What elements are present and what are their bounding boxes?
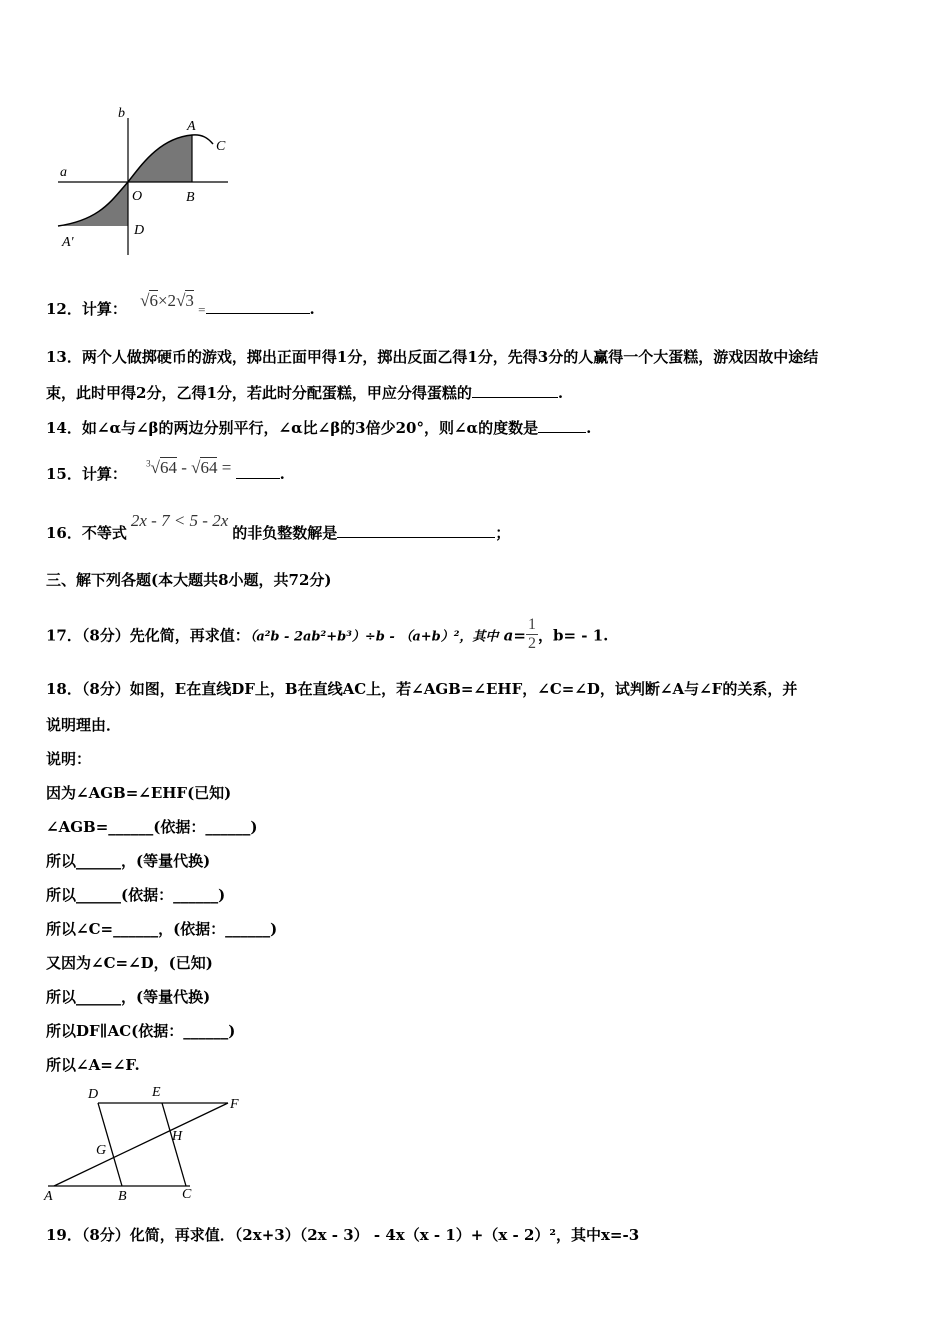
question-17: 17．（8分）先化简，再求值：（a²b - 2ab²+b³）÷b - （a+b）²，其中 a= $\frac{1}{2}$ ，b= - 1. [46,616,609,652]
label-G: G [96,1143,107,1158]
label-A-prime: A' [62,235,74,250]
q13-answer-blank[interactable] [472,383,558,398]
question-19: 19．（8分）化简，再求值．（2x+3）（2x - 3） - 4x（x - 1）+（x - 2）²，其中x=-3 [46,1226,640,1244]
label-D: D [88,1087,99,1102]
label-A: A [44,1189,53,1202]
label-B: B [118,1189,127,1202]
label-E: E [152,1085,161,1100]
q16-answer-blank[interactable] [337,523,495,538]
label-a: a [60,165,67,180]
label-O: O [132,189,143,204]
q18-proof-line-3: 所以______，(等量代换) [46,852,211,870]
q16-inequality: 2x - 7 < 5 - 2x [130,511,229,530]
q15-answer-blank[interactable] [236,464,280,479]
label-B: B [186,190,195,205]
q18-proof-line-9: 所以∠A=∠F. [46,1056,140,1074]
shaded-region-left [58,182,128,226]
q18-proof-line-5: 所以∠C=______，(依据：______) [46,920,278,938]
label-b: b [118,106,125,121]
figure-curve-diagram [50,100,240,260]
q12-expression: √6×2√3 [140,291,194,310]
question-15: 15．计算： $^3$√64 - √64 = . [46,458,285,483]
figure-parallel-lines-diagram [40,1082,260,1202]
question-18-line-2: 说明理由． [46,716,122,734]
q18-proof-line-4: 所以______(依据：______) [46,886,226,904]
q18-proof-line-0: 说明： [46,750,92,768]
q18-proof-line-1: 因为∠AGB=∠EHF(已知) [46,784,232,802]
label-A: A [187,119,196,134]
q18-proof-line-2: ∠AGB=______(依据：______) [46,818,258,836]
sqrt-6: √6 [140,291,158,310]
shaded-region-right [128,135,192,182]
label-C: C [182,1187,192,1202]
label-H: H [172,1129,183,1144]
segment-EC [162,1103,186,1186]
question-18-line-1: 18．（8分）如图，E在直线DF上，B在直线AC上，若∠AGB=∠EHF，∠C=∠D，试判断∠A与∠F的关系，并 [46,680,798,698]
q14-answer-blank[interactable] [538,418,586,433]
q15-expression: $^3$√64 - √64 = [146,458,232,477]
question-13-line-2: 束，此时甲得2分，乙得1分，若此时分配蛋糕，甲应分得蛋糕的 . [46,384,564,402]
q12-answer-blank[interactable] [206,299,310,314]
sqrt-3: √3 [176,291,194,310]
q17-fraction: $\frac{1}{2}$ [527,616,536,652]
question-16: 16．不等式2x - 7 < 5 - 2x的非负整数解是 ； [46,511,511,542]
q12-text: 计算： [81,300,127,318]
section-3-title: 三、解下列各题(本大题共8小题，共72分) [46,571,332,589]
q18-proof-line-6: 又因为∠C=∠D，(已知) [46,954,213,972]
label-F: F [230,1097,239,1112]
q18-proof-line-7: 所以______，(等量代换) [46,988,211,1006]
label-C: C [216,139,226,154]
question-13-line-1: 13．两个人做掷硬币的游戏，掷出正面甲得1分，掷出反面乙得1分，先得3分的人赢得一个大蛋糕，游戏因故中途结 [46,348,819,366]
q12-number: 12． [46,300,82,318]
question-14: 14．如∠α与∠β的两边分别平行，∠α比∠β的3倍少20°，则∠α的度数是 . [46,419,592,437]
q18-proof-line-8: 所以DF∥AC(依据：______) [46,1022,236,1040]
label-D: D [134,223,145,238]
question-12: 12．计算： √6×2√3 = . [46,291,315,318]
segment-AF [54,1103,228,1186]
